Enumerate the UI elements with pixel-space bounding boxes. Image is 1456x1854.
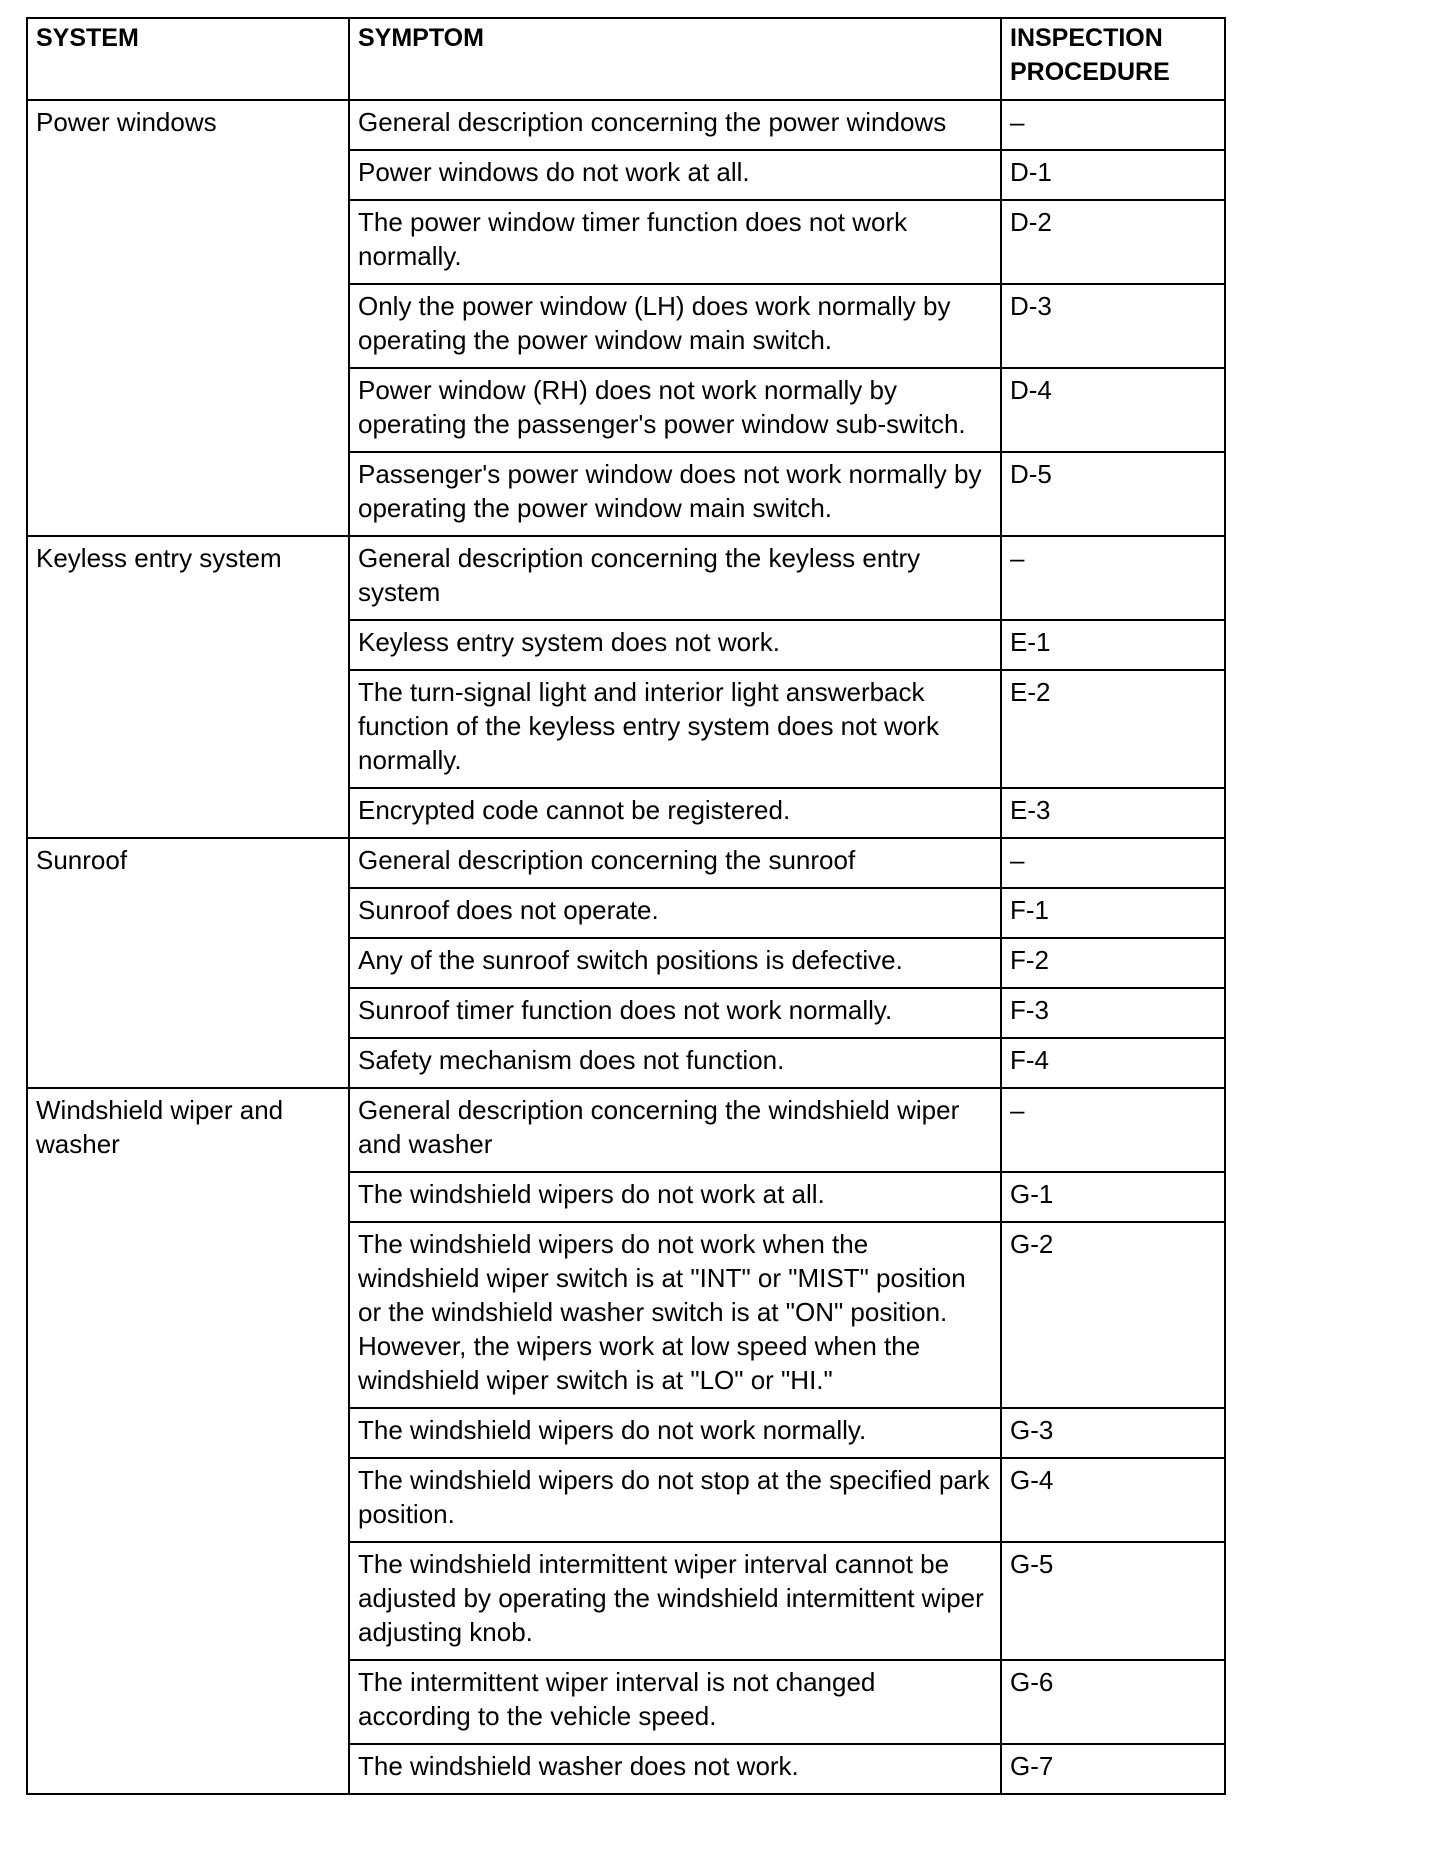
symptom-cell: General description concerning the power windows xyxy=(349,100,1001,150)
table-row xyxy=(27,536,1225,620)
symptom-table xyxy=(26,17,1226,1795)
symptom-cell: Safety mechanism does not function. xyxy=(349,1038,1001,1088)
symptom-cell: Power window (RH) does not work normally by operating the passenger's power window sub-switch. xyxy=(349,368,1001,452)
procedure-cell: E-1 xyxy=(1001,620,1225,670)
symptom-cell: The windshield wipers do not work when the windshield wiper switch is at "INT" or "MIST" position or the windshield washer switch is at "ON" position. However, the wipers work at low speed when the windshield wiper switch is at "LO" or "HI." xyxy=(349,1222,1001,1408)
procedure-cell: E-3 xyxy=(1001,788,1225,838)
table-row xyxy=(27,838,1225,888)
system-cell: Keyless entry system xyxy=(27,536,349,838)
symptom-cell: Only the power window (LH) does work normally by operating the power window main switch. xyxy=(349,284,1001,368)
symptom-cell: The power window timer function does not work normally. xyxy=(349,200,1001,284)
header-system: SYSTEM xyxy=(27,18,349,100)
procedure-cell: G-4 xyxy=(1001,1458,1225,1542)
procedure-cell: D-3 xyxy=(1001,284,1225,368)
procedure-cell: G-7 xyxy=(1001,1744,1225,1794)
procedure-cell: F-1 xyxy=(1001,888,1225,938)
header-symptom: SYMPTOM xyxy=(349,18,1001,100)
symptom-cell: The intermittent wiper interval is not changed according to the vehicle speed. xyxy=(349,1660,1001,1744)
symptom-cell: Sunroof does not operate. xyxy=(349,888,1001,938)
symptom-cell: Any of the sunroof switch positions is defective. xyxy=(349,938,1001,988)
procedure-cell: – xyxy=(1001,536,1225,620)
symptom-cell: The turn-signal light and interior light answerback function of the keyless entry system does not work normally. xyxy=(349,670,1001,788)
table-row xyxy=(27,1088,1225,1172)
system-cell: Power windows xyxy=(27,100,349,536)
procedure-cell: F-4 xyxy=(1001,1038,1225,1088)
symptom-cell: General description concerning the windshield wiper and washer xyxy=(349,1088,1001,1172)
header-row xyxy=(27,18,1225,100)
symptom-cell: Passenger's power window does not work normally by operating the power window main switch. xyxy=(349,452,1001,536)
procedure-cell: D-2 xyxy=(1001,200,1225,284)
procedure-cell: D-4 xyxy=(1001,368,1225,452)
procedure-cell: E-2 xyxy=(1001,670,1225,788)
procedure-cell: F-2 xyxy=(1001,938,1225,988)
symptom-cell: The windshield wipers do not work normally. xyxy=(349,1408,1001,1458)
system-cell: Windshield wiper and washer xyxy=(27,1088,349,1794)
symptom-cell: The windshield wipers do not stop at the specified park position. xyxy=(349,1458,1001,1542)
symptom-cell: The windshield wipers do not work at all. xyxy=(349,1172,1001,1222)
procedure-cell: G-1 xyxy=(1001,1172,1225,1222)
procedure-cell: G-3 xyxy=(1001,1408,1225,1458)
header-procedure: INSPECTION PROCEDURE xyxy=(1001,18,1225,100)
procedure-cell: D-1 xyxy=(1001,150,1225,200)
symptom-cell: The windshield washer does not work. xyxy=(349,1744,1001,1794)
symptom-cell: General description concerning the keyless entry system xyxy=(349,536,1001,620)
procedure-cell: G-2 xyxy=(1001,1222,1225,1408)
symptom-cell: Keyless entry system does not work. xyxy=(349,620,1001,670)
symptom-cell: The windshield intermittent wiper interval cannot be adjusted by operating the windshield intermittent wiper adjusting knob. xyxy=(349,1542,1001,1660)
symptom-cell: Power windows do not work at all. xyxy=(349,150,1001,200)
procedure-cell: – xyxy=(1001,100,1225,150)
procedure-cell: D-5 xyxy=(1001,452,1225,536)
symptom-cell: General description concerning the sunroof xyxy=(349,838,1001,888)
system-cell: Sunroof xyxy=(27,838,349,1088)
procedure-cell: G-6 xyxy=(1001,1660,1225,1744)
procedure-cell: – xyxy=(1001,1088,1225,1172)
procedure-cell: – xyxy=(1001,838,1225,888)
symptom-cell: Sunroof timer function does not work normally. xyxy=(349,988,1001,1038)
table-row xyxy=(27,100,1225,150)
procedure-cell: G-5 xyxy=(1001,1542,1225,1660)
symptom-cell: Encrypted code cannot be registered. xyxy=(349,788,1001,838)
procedure-cell: F-3 xyxy=(1001,988,1225,1038)
